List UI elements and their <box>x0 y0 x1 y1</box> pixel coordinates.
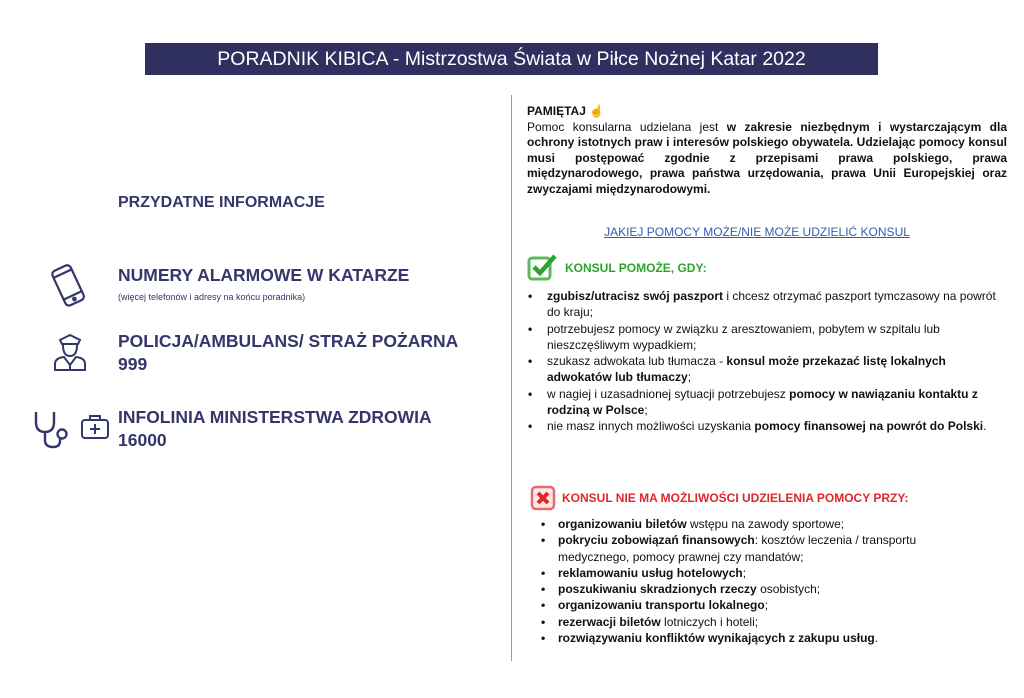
text: ; <box>742 565 747 580</box>
bold-text: organizowaniu transportu lokalnego <box>558 598 765 613</box>
text: . <box>874 631 879 646</box>
text: : kosztów leczenia / transportu medycznego, pomocy prawnej czy mandatów; <box>558 533 917 564</box>
list-item <box>547 288 1007 321</box>
list-item <box>547 321 1007 354</box>
police-officer-icon <box>52 332 88 372</box>
page-title: PORADNIK KIBICA - Mistrzostwa Świata w Piłce Nożnej Katar 2022 <box>145 43 878 75</box>
list-item <box>558 630 968 646</box>
smartphone-icon <box>48 262 90 308</box>
bold-text: organizowaniu biletów <box>558 517 687 531</box>
remember-text-bold: w zakresie niezbędnym i wystarczającym dla ochrony istotnych praw i interesów polskiego obywatela. Udzielając pomocy konsul musi postępować zgodnie z przepisami prawa polskiego, prawa międzynarodowego, prawa państwa urzędowania, prawa Unii Europejskiej oraz zwyczajami międzynarodowymi. <box>527 119 1007 196</box>
can-help-list <box>547 288 1007 435</box>
text: ; <box>644 403 648 418</box>
emergency-title: POLICJA/AMBULANS/ STRAŻ POŻARNA <box>118 331 459 351</box>
text: lotniczych i hoteli; <box>660 614 759 629</box>
health-hotline-number: 16000 <box>118 430 167 450</box>
remember-box <box>527 104 1007 198</box>
list-item <box>558 565 968 581</box>
bold-text: rozwiązywaniu konfliktów wynikających z zakupu usług <box>558 631 875 646</box>
emergency-heading <box>118 330 458 376</box>
emergency-number: 999 <box>118 354 148 374</box>
list-item <box>547 418 1007 434</box>
hand-pointing-up-icon: ☝ <box>589 104 605 118</box>
bold-text: zgubisz/utracisz swój paszport <box>547 289 724 303</box>
text: ; <box>687 370 692 385</box>
stethoscope-icon <box>32 408 72 450</box>
bold-text: poszukiwaniu skradzionych rzeczy <box>558 582 757 597</box>
remember-text-plain: Pomoc konsularna udzielana jest <box>527 119 727 134</box>
cannot-help-heading: KONSUL NIE MA MOŻLIWOŚCI UDZIELENIA POMOCY PRZY: <box>562 491 909 505</box>
text: w nagiej i uzasadnionej sytuacji potrzebujesz <box>547 386 790 401</box>
list-item <box>547 386 1007 419</box>
first-aid-kit-icon <box>80 413 110 441</box>
text: ; <box>764 598 769 613</box>
bold-text: pomocy w nawiązaniu kontaktu z rodziną w Polsce <box>547 386 978 418</box>
list-item <box>547 353 1007 386</box>
health-hotline-heading <box>118 406 432 452</box>
list-item <box>558 532 968 565</box>
list-item <box>558 597 968 613</box>
alarm-numbers-note: (więcej telefonów i adresy na końcu poradnika) <box>118 292 306 302</box>
x-box-icon <box>530 485 556 511</box>
bold-text: reklamowaniu usług hotelowych <box>558 565 743 580</box>
text: . <box>983 419 987 434</box>
text: i chcesz otrzymać paszport tymczasowy na powrót do kraju; <box>547 289 996 320</box>
text: osobistych; <box>756 582 821 597</box>
text: potrzebujesz pomocy w związku z aresztowaniem, pobytem w szpitalu lub nieszczęśliwym wypadkiem; <box>547 321 940 352</box>
bold-text: rezerwacji biletów <box>558 614 661 629</box>
remember-text <box>527 120 1007 198</box>
list-item <box>558 516 968 532</box>
bold-text: pomocy finansowej na powrót do Polski <box>754 419 984 434</box>
list-item <box>558 581 968 597</box>
text: nie masz innych możliwości uzyskania <box>547 419 755 434</box>
remember-title: PAMIĘTAJ <box>527 104 586 118</box>
list-item <box>558 614 968 630</box>
consul-help-link[interactable]: JAKIEJ POMOCY MOŻE/NIE MOŻE UDZIELIĆ KONSUL <box>604 225 910 239</box>
cannot-help-list <box>558 516 968 646</box>
alarm-numbers-heading: NUMERY ALARMOWE W KATARZE <box>118 265 410 285</box>
bold-text: pokryciu zobowiązań finansowych <box>558 533 755 548</box>
text: szukasz adwokata lub tłumacza - <box>547 354 727 369</box>
useful-info-heading: PRZYDATNE INFORMACJE <box>118 194 325 211</box>
can-help-heading: KONSUL POMOŻE, GDY: <box>565 261 707 275</box>
text: wstępu na zawody sportowe; <box>686 517 845 531</box>
bold-text: konsul może przekazać listę lokalnych adwokatów lub tłumaczy <box>547 354 946 385</box>
column-divider <box>511 95 512 661</box>
health-hotline-title: INFOLINIA MINISTERSTWA ZDROWIA <box>118 407 432 427</box>
checkbox-checked-icon <box>527 253 559 281</box>
